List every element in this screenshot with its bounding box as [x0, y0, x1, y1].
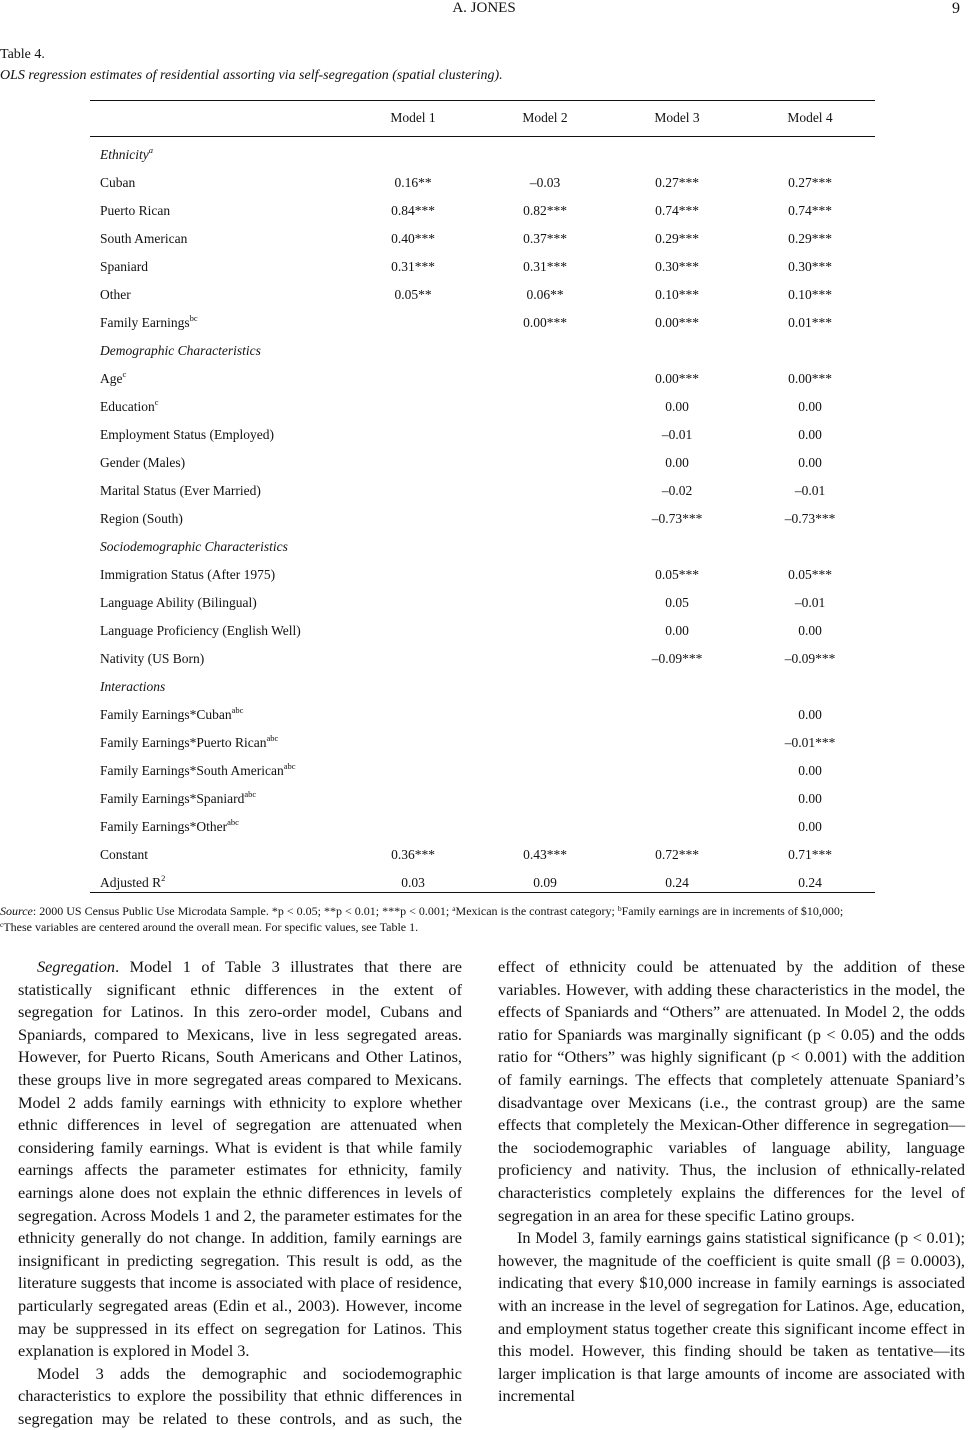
cell-model-4: 0.74*** — [788, 203, 832, 218]
table-row — [90, 672, 875, 700]
row-label-text: Family Earnings*Cuban — [100, 707, 232, 722]
row-label — [100, 483, 261, 499]
table-row — [90, 700, 875, 728]
row-label — [100, 623, 301, 639]
cell-model-4: 0.24 — [798, 875, 822, 890]
cell-model-3: 0.00*** — [655, 371, 699, 386]
cell-model-3: 0.00 — [665, 455, 689, 470]
cell-model-3: 0.74*** — [655, 203, 699, 218]
footnote-note-a: Mexican is the contrast category; — [455, 904, 618, 918]
cell-model-3: –0.09*** — [651, 651, 703, 666]
section-run-in-heading: Segregation — [37, 957, 116, 976]
cell-model-4: 0.00 — [798, 455, 822, 470]
cell-model-4: –0.01*** — [784, 735, 836, 750]
row-label-text: Demographic Characteristics — [100, 343, 261, 358]
table-title: OLS regression estimates of residential assorting via self-segregation (spatial clustering). — [0, 68, 503, 83]
cell-model-4: 0.27*** — [788, 175, 832, 190]
row-label-text: Immigration Status (After 1975) — [100, 567, 276, 582]
row-label-text: Cuban — [100, 175, 136, 190]
row-label — [100, 763, 296, 779]
table-row — [90, 448, 875, 476]
row-label — [100, 567, 275, 583]
row-label-text: Constant — [100, 847, 149, 862]
table-row — [90, 196, 875, 224]
cell-model-3: 0.72*** — [655, 847, 699, 862]
row-label-text: Nativity (US Born) — [100, 651, 205, 666]
cell-model-2: 0.31*** — [523, 259, 567, 274]
table-row — [90, 224, 875, 252]
table-row — [90, 420, 875, 448]
row-label — [100, 147, 153, 163]
cell-model-4: –0.01 — [794, 483, 826, 498]
table-footnote — [0, 903, 968, 935]
row-label-superscript: c — [154, 397, 159, 407]
paragraph-model3-continued: effect of ethnicity could be attenuated by the addition of these variables. However, with adding these characteristics in the model, the effects of Spaniards and “Others” are attenuated. In Model 2, the odds ratio for Spaniards was marginally significant (p < 0.05) and the odds ratio for “Others” was highly significant (p < 0.001) with the addition of family earnings. The effects that completely attenuate Spaniard’s disadvantage over Mexicans (i.e., the contrast group) are the same effects that completely the Mexican-Other difference in segregation—the sociodemographic variables of language ability, language proficiency and nativity. Thus, the inclusion of ethnically-related characteristics completely explains the differences for the level of segregation in an area for these specific Latino groups. — [498, 957, 965, 1225]
body-column-left — [18, 956, 462, 1430]
row-label — [100, 315, 198, 331]
paragraph-text: . Model 1 of Table 3 illustrates that there are statistically significant ethnic differences in the extent of segregation for Latinos. In this zero-order model, Cubans and Spaniards, compared to Mexicans, live in less segregated areas. However, for Puerto Ricans, South Americans and Other Latinos, these groups live in more segregated areas compared to Mexicans. Model 2 adds family earnings with ethnicity to explore whether ethnic differences in level of segregation are attenuated when considering family earnings. What is evident is that while family earnings affects the parameter estimates for ethnicity, family earnings alone does not explain the ethnic differences in levels of segregation. Across Models 1 and 2, the parameter estimates for the ethnicity generally do not change. In addition, family earnings are insignificant in predicting segregation. This result is odd, as the literature suggests that income is associated with place of residence, particularly segregated areas (Edin et al., 2003). However, income may be suppressed in its effect on segregation for Latinos. This explanation is explored in Model 3. — [18, 957, 462, 1361]
table-bottom-rule — [90, 892, 875, 893]
row-label — [100, 175, 135, 191]
table-row — [90, 252, 875, 280]
cell-model-1: 0.03 — [401, 875, 425, 890]
row-label — [100, 707, 243, 723]
row-label — [100, 791, 256, 807]
row-label — [100, 427, 274, 443]
row-label-text: Region (South) — [100, 511, 183, 526]
header-model-3: Model 3 — [654, 110, 700, 125]
row-label — [100, 819, 239, 835]
cell-model-2: 0.09 — [533, 875, 557, 890]
cell-model-2: 0.37*** — [523, 231, 567, 246]
cell-model-3: 0.00*** — [655, 315, 699, 330]
table-row — [90, 392, 875, 420]
row-label-superscript: abc — [231, 705, 244, 715]
row-label — [100, 371, 126, 387]
row-label-text: South American — [100, 231, 188, 246]
cell-model-1: 0.36*** — [391, 847, 435, 862]
cell-model-1: 0.31*** — [391, 259, 435, 274]
cell-model-4: 0.00 — [798, 427, 822, 442]
table-row — [90, 812, 875, 840]
row-label-text: Age — [100, 371, 123, 386]
cell-model-4: 0.29*** — [788, 231, 832, 246]
cell-model-2: 0.43*** — [523, 847, 567, 862]
row-label-text: Family Earnings*Spaniard — [100, 791, 245, 806]
row-label-text: Spaniard — [100, 259, 148, 274]
row-label-text: Marital Status (Ever Married) — [100, 483, 261, 498]
footnote-note-b: Family earnings are in increments of $10,000; — [621, 904, 844, 918]
cell-model-1: 0.40*** — [391, 231, 435, 246]
table-header-rule — [90, 136, 875, 137]
row-label — [100, 287, 131, 303]
paragraph-segregation — [18, 956, 462, 1363]
row-label-superscript: abc — [244, 789, 257, 799]
cell-model-4: 0.00*** — [788, 371, 832, 386]
cell-model-4: 0.10*** — [788, 287, 832, 302]
cell-model-2: 0.82*** — [523, 203, 567, 218]
footnote-sup-a: a — [452, 904, 456, 913]
row-label-superscript: abc — [227, 817, 239, 827]
row-label-text: Family Earnings — [100, 315, 190, 330]
table-row — [90, 364, 875, 392]
row-label-superscript: abc — [283, 761, 296, 771]
row-label-text: Language Ability (Bilingual) — [100, 595, 257, 610]
cell-model-3: 0.24 — [665, 875, 689, 890]
cell-model-4: 0.00 — [798, 819, 822, 834]
table-row — [90, 616, 875, 644]
row-label-text: Puerto Rican — [100, 203, 171, 218]
cell-model-2: 0.06** — [526, 287, 564, 302]
cell-model-4: 0.00 — [798, 707, 822, 722]
row-label — [100, 735, 278, 751]
table-row — [90, 168, 875, 196]
row-label-text: Other — [100, 287, 131, 302]
table-row — [90, 588, 875, 616]
table-row — [90, 308, 875, 336]
running-head-author: A. JONES — [452, 0, 516, 16]
row-label-text: Language Proficiency (English Well) — [100, 623, 301, 638]
table-row — [90, 784, 875, 812]
cell-model-4: 0.00 — [798, 791, 822, 806]
cell-model-4: 0.00 — [798, 623, 822, 638]
cell-model-4: 0.30*** — [788, 259, 832, 274]
row-label-text: Family Earnings*Other — [100, 819, 228, 834]
table-row — [90, 476, 875, 504]
header-model-2: Model 2 — [522, 110, 568, 125]
table-row — [90, 840, 875, 868]
table-row — [90, 728, 875, 756]
table-header-row — [90, 100, 875, 136]
table-row — [90, 532, 875, 560]
table-label: Table 4. — [0, 47, 45, 62]
cell-model-3: –0.02 — [661, 483, 693, 498]
page-number: 9 — [952, 0, 960, 17]
row-label-superscript: a — [148, 145, 153, 155]
table-row — [90, 140, 875, 168]
row-label — [100, 539, 288, 555]
row-label-text: Sociodemographic Characteristics — [100, 539, 288, 554]
row-label-text: Ethnicity — [100, 147, 149, 162]
table-caption — [0, 44, 503, 86]
row-label — [100, 231, 187, 247]
paragraph-family-earnings: In Model 3, family earnings gains statistical significance (p < 0.01); however, the magnitude of the coefficient is quite small (β = 0.0003), indicating that every $10,000 increase in family earnings is associated with an increase in the level of segregation for Latinos. Age, education, and employment status together create this significant income effect in this model. However, this finding should be taken as tentative—its larger implication is that large amounts of income are associated with incremental — [498, 1228, 965, 1406]
row-label — [100, 847, 148, 863]
footnote-source: : 2000 US Census Public Use Microdata Sample. *p < 0.05; **p < 0.01; ***p < 0.001; — [32, 904, 453, 918]
running-head — [0, 0, 968, 20]
row-label-text: Interactions — [100, 679, 166, 694]
cell-model-4: –0.09*** — [784, 651, 836, 666]
table-row — [90, 644, 875, 672]
cell-model-3: 0.00 — [665, 399, 689, 414]
table-row — [90, 560, 875, 588]
body-column-right — [498, 956, 965, 1408]
row-label — [100, 455, 185, 471]
row-label — [100, 595, 257, 611]
row-label-text: Adjusted R — [100, 875, 162, 890]
row-label-superscript: 2 — [161, 873, 166, 883]
footnote-sup-b: b — [617, 904, 622, 913]
cell-model-2: –0.03 — [529, 175, 561, 190]
row-label — [100, 651, 204, 667]
footnote-sup-c: c — [0, 920, 4, 929]
cell-model-3: –0.73*** — [651, 511, 703, 526]
row-label-superscript: abc — [266, 733, 279, 743]
cell-model-4: 0.05*** — [788, 567, 832, 582]
cell-model-3: 0.10*** — [655, 287, 699, 302]
cell-model-4: 0.00 — [798, 399, 822, 414]
row-label-text: Family Earnings*Puerto Rican — [100, 735, 267, 750]
cell-model-3: 0.30*** — [655, 259, 699, 274]
cell-model-1: 0.16** — [394, 175, 432, 190]
row-label-superscript: bc — [189, 313, 198, 323]
row-label — [100, 679, 165, 695]
footnote-source-label: Source — [0, 904, 33, 918]
cell-model-3: 0.05 — [665, 595, 689, 610]
table-row — [90, 756, 875, 784]
header-model-1: Model 1 — [390, 110, 436, 125]
cell-model-4: 0.00 — [798, 763, 822, 778]
row-label — [100, 399, 159, 415]
row-label — [100, 511, 183, 527]
row-label-text: Family Earnings*South American — [100, 763, 284, 778]
cell-model-4: –0.01 — [794, 595, 826, 610]
cell-model-3: 0.29*** — [655, 231, 699, 246]
cell-model-4: 0.71*** — [788, 847, 832, 862]
header-model-4: Model 4 — [787, 110, 833, 125]
cell-model-3: 0.27*** — [655, 175, 699, 190]
row-label — [100, 343, 261, 359]
cell-model-4: –0.73*** — [784, 511, 836, 526]
row-label-text: Employment Status (Employed) — [100, 427, 274, 442]
footnote-note-c: These variables are centered around the overall mean. For specific values, see Table 1. — [3, 920, 419, 934]
row-label-superscript: c — [122, 369, 127, 379]
row-label-text: Gender (Males) — [100, 455, 186, 470]
row-label — [100, 875, 165, 891]
row-label — [100, 259, 148, 275]
row-label — [100, 203, 170, 219]
table-row — [90, 336, 875, 364]
cell-model-3: 0.00 — [665, 623, 689, 638]
paragraph-model3-start: Model 3 adds the demographic and sociodemographic characteristics to explore the possibility that ethnic differences in segregation may be related to these controls, and as such, the — [18, 1363, 462, 1428]
cell-model-4: 0.01*** — [788, 315, 832, 330]
cell-model-3: 0.05*** — [655, 567, 699, 582]
cell-model-3: –0.01 — [661, 427, 693, 442]
cell-model-1: 0.05** — [394, 287, 432, 302]
cell-model-1: 0.84*** — [391, 203, 435, 218]
row-label-text: Education — [100, 399, 155, 414]
cell-model-2: 0.00*** — [523, 315, 567, 330]
table-row — [90, 504, 875, 532]
table-row — [90, 280, 875, 308]
